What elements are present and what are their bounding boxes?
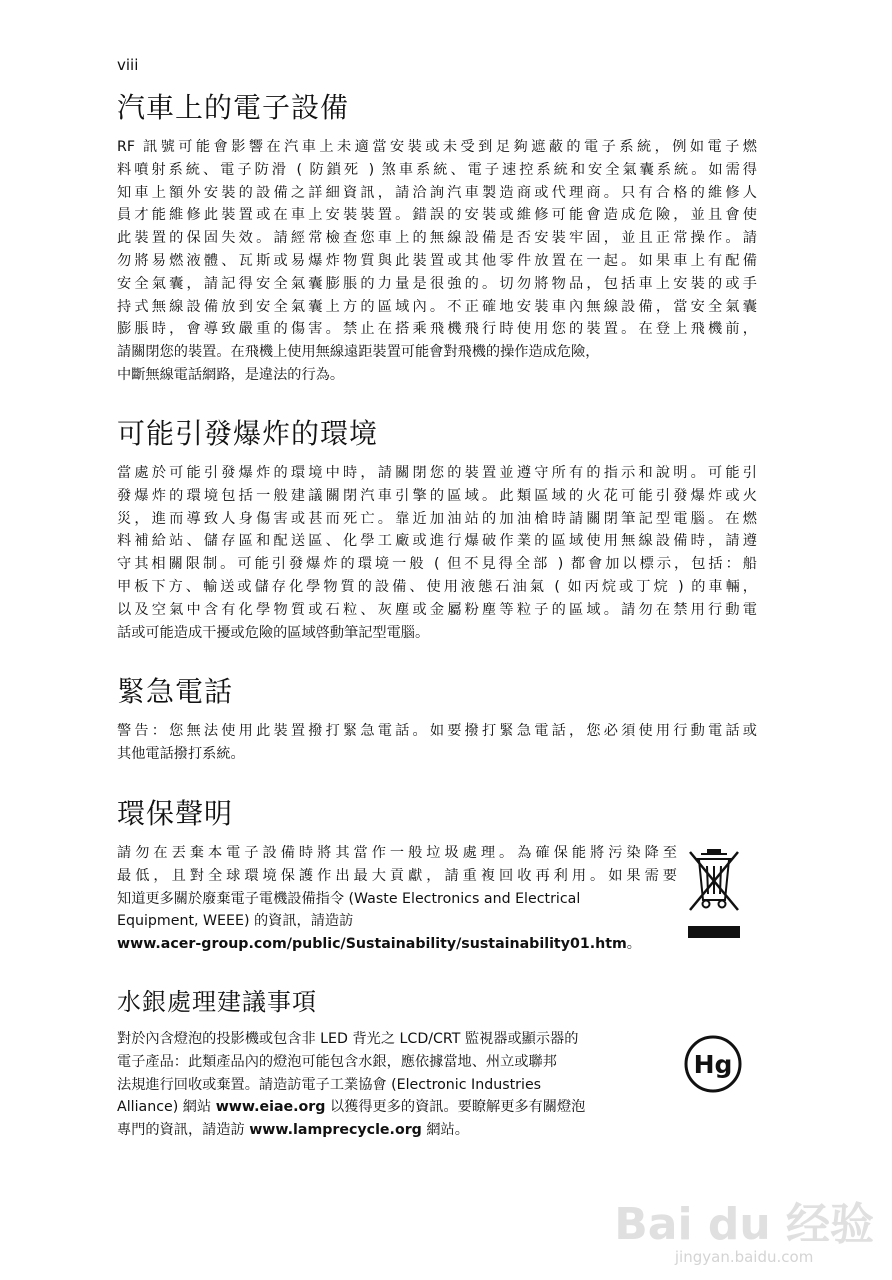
- text-line: 災，進而導致人身傷害或甚而死亡。靠近加油站的加油槍時請關閉筆記型電腦。在燃: [117, 510, 757, 527]
- heading-explosive-environment: 可能引發爆炸的環境: [117, 417, 379, 450]
- heading-mercury: 水銀處理建議事項: [117, 988, 317, 1016]
- paragraph-explosive-environment: [117, 462, 757, 644]
- paragraph-emergency-calls: [117, 720, 757, 766]
- text-line: 以及空氣中含有化學物質或石粒、灰塵或金屬粉塵等粒子的區域。請勿在禁用行動電: [117, 601, 757, 618]
- text-line: 甲板下方、輸送或儲存化學物質的設備、使用液態石油氣 ( 如丙烷或丁烷 ) 的車輛，: [117, 578, 757, 595]
- text-line: 當處於可能引發爆炸的環境中時，請關閉您的裝置並遵守所有的指示和說明。可能引: [117, 465, 757, 481]
- text-line: 守其相關限制。可能引發爆炸的環境一般 ( 但不見得全部 ) 都會加以標示，包括：船: [117, 556, 757, 573]
- text-line: 發爆炸的環境包括一般建議關閉汽車引擎的區域。此類區域的火花可能引發爆炸或火: [117, 487, 757, 504]
- heading-environment: 環保聲明: [117, 797, 234, 830]
- text-line: 膨脹時，會導致嚴重的傷害。禁止在搭乘飛機飛行時使用您的裝置。在登上飛機前，: [117, 321, 757, 338]
- section-emergency-calls: [117, 674, 757, 766]
- text-line: [117, 1096, 677, 1119]
- text-line: 料補給站、儲存區和配送區、化學工廠或進行爆破作業的區域使用無線設備時，請遵: [117, 533, 757, 550]
- eiae-link[interactable]: www.eiae.org: [215, 1099, 326, 1116]
- text-line: 請關閉您的裝置。在飛機上使用無線遠距裝置可能會對飛機的操作造成危險，: [117, 344, 600, 361]
- watermark-main: Bai du 经验: [614, 1199, 874, 1250]
- heading-emergency-calls: 緊急電話: [117, 675, 234, 708]
- text-line: 安全氣囊，請記得安全氣囊膨脹的力量是很強的。切勿將物品，包括車上安裝的或手: [117, 275, 757, 292]
- lamprecycle-link[interactable]: www.lamprecycle.org: [249, 1122, 422, 1139]
- paragraph-car-electronics: [117, 136, 757, 387]
- text-line: 料噴射系統、電子防滑 ( 防鎖死 ) 煞車系統、電子速控系統和安全氣囊系統。如需得: [117, 161, 757, 178]
- section-explosive-environment: [117, 416, 757, 644]
- page-number: viii: [117, 56, 139, 74]
- text-line: RF 訊號可能會影響在汽車上未適當安裝或未受到足夠遮蔽的電子系統，例如電子燃: [117, 139, 757, 155]
- weee-crossed-bin-icon: [684, 848, 744, 940]
- text-line: 持式無線設備放到安全氣囊上方的區域內。不正確地安裝車內無線設備，當安全氣囊: [117, 298, 757, 315]
- text-line: Equipment, WEEE) 的資訊，請造訪: [117, 913, 354, 930]
- watermark-url: jingyan.baidu.com: [674, 1248, 814, 1266]
- text-line: 警告：您無法使用此裝置撥打緊急電話。如要撥打緊急電話，您必須使用行動電話或: [117, 723, 757, 739]
- text-line: 知車上額外安裝的設備之詳細資訊，請洽詢汽車製造商或代理商。只有合格的維修人: [117, 184, 757, 201]
- section-car-electronics: [117, 90, 757, 387]
- hg-label: Hg: [693, 1050, 733, 1079]
- text-line: 對於內含燈泡的投影機或包含非 LED 背光之 LCD/CRT 監視器或顯示器的: [117, 1031, 579, 1047]
- paragraph-environment: [117, 842, 677, 956]
- text-line: 勿將易燃液體、瓦斯或易爆炸物質與此裝置或其他零件放置在一起。如果車上有配備: [117, 252, 757, 269]
- text-fragment: 網站。: [421, 1122, 469, 1139]
- baidu-watermark: [614, 1199, 874, 1266]
- text-line: 話或可能造成干擾或危險的區域啓動筆記型電腦。: [117, 624, 430, 641]
- text-line: 最低，且對全球環境保護作出最大貢獻，請重複回收再利用。如果需要: [117, 867, 677, 884]
- heading-car-electronics: 汽車上的電子設備: [117, 91, 350, 124]
- text-line: [117, 933, 677, 956]
- section-mercury: [117, 984, 677, 1142]
- section-environment: [117, 796, 677, 956]
- text-line: 電子產品：此類產品內的燈泡可能包含水銀，應依據當地、州立或聯邦: [117, 1053, 557, 1070]
- text-line: 法規進行回收或棄置。請造訪電子工業協會 (Electronic Industries: [117, 1076, 542, 1093]
- text-fragment: 以獲得更多的資訊。要瞭解更多有關燈泡: [325, 1099, 586, 1116]
- text-line: 中斷無線電話網路，是違法的行為。: [117, 366, 345, 383]
- text-suffix: 。: [626, 936, 641, 953]
- text-fragment: Alliance) 網站: [117, 1099, 216, 1116]
- text-line: 員才能維修此裝置或在車上安裝裝置。錯誤的安裝或維修可能會造成危險，並且會使: [117, 207, 757, 224]
- weee-link[interactable]: www.acer-group.com/public/Sustainability/sustainability01.htm: [117, 936, 627, 953]
- text-fragment: 專門的資訊，請造訪: [117, 1122, 250, 1139]
- paragraph-mercury: [117, 1028, 677, 1142]
- text-line: 知道更多關於廢棄電子電機設備指令 (Waste Electronics and Electrical: [117, 890, 581, 907]
- text-line: 此裝置的保固失效。請經常檢查您車上的無線設備是否安裝牢固，並且正常操作。請: [117, 230, 757, 247]
- mercury-hg-icon: [683, 1034, 743, 1094]
- text-line: [117, 1119, 677, 1142]
- text-line: 請勿在丟棄本電子設備時將其當作一般垃圾處理。為確保能將污染降至: [117, 845, 677, 861]
- text-line: 其他電話撥打系統。: [117, 745, 245, 762]
